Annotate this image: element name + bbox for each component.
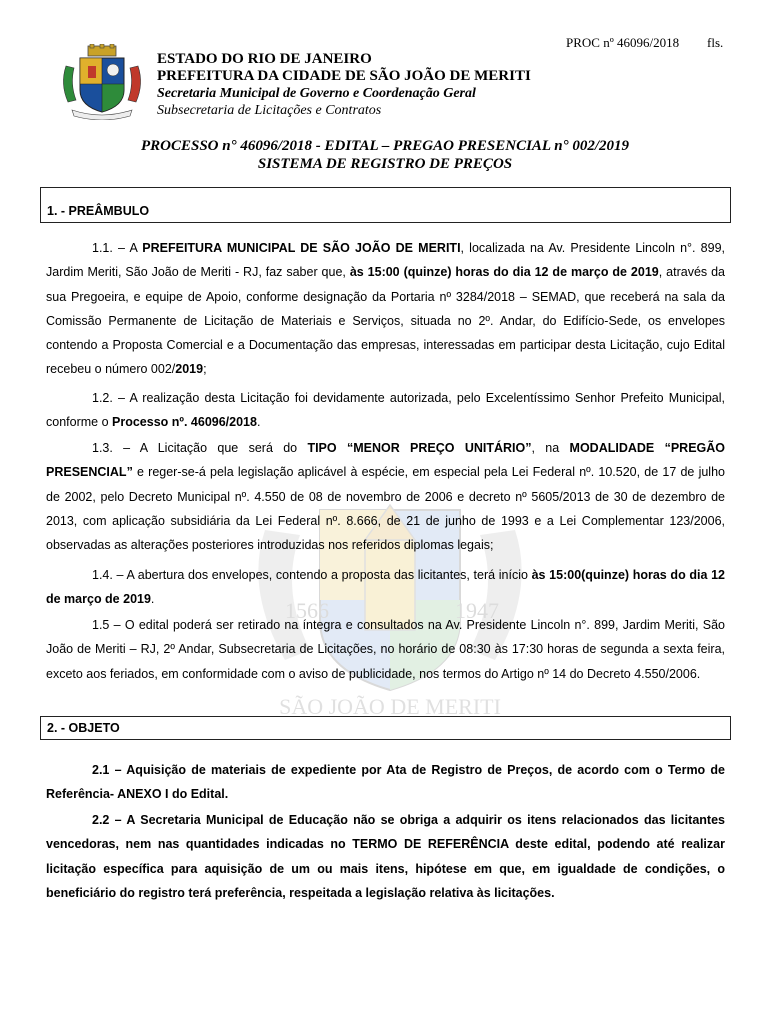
- process-reference: PROC nº 46096/2018: [566, 35, 680, 50]
- watermark-city-text: SÃO JOÃO DE MERITI: [279, 694, 501, 719]
- document-title: [0, 137, 770, 173]
- paragraph-1-3: [46, 436, 725, 557]
- p11-year: 2019: [175, 362, 204, 377]
- section-objeto-heading: [40, 716, 731, 740]
- section-preambulo-title: 1. - PREÂMBULO: [47, 204, 150, 218]
- paragraph-2-2: [46, 808, 725, 905]
- letterhead: [157, 51, 531, 119]
- title-line-1: PROCESSO n° 46096/2018 - EDITAL – PREGAO PRESENCIAL n° 002/2019: [140, 138, 630, 154]
- p11-city-hall: PREFEITURA MUNICIPAL DE SÃO JOÃO DE MERITI: [142, 241, 461, 255]
- p11-text-d: , através da sua Pregoeira, e equipe de Apoio, conforme designação da Portaria nº 3284/2018 – SEMAD, que receberá na sala da Comissão Permanente de Licitação de Materiais e Serviços, situada no 2º. Andar, do Edifício-Sede, os envelopes contendo a Proposta Comercial e a Documentação das empresas, interessadas em participar desta Licitação, cujo Edital recebeu o número 002/: [46, 265, 725, 377]
- secretariat-name: Secretaria Municipal de Governo e Coordenação Geral: [157, 86, 476, 101]
- subsecretariat-name: Subsecretaria de Licitações e Contratos: [157, 103, 382, 118]
- p12-text-a: 1.2. – A realização desta Licitação foi devidamente autorizada, pelo Excelentíssimo Senhor Prefeito Municipal, conforme o: [46, 391, 725, 430]
- p13-type: TIPO “MENOR PREÇO UNITÁRIO”: [307, 441, 532, 455]
- p14-text-a: 1.4. – A abertura dos envelopes, contendo a proposta das licitantes, terá início: [92, 568, 532, 582]
- paragraph-1-1: [46, 236, 725, 382]
- p22-text-a: 2.2 – A Secretaria Municipal de Educação não se obriga a adquirir os itens relacionados das licitantes vencedoras, nem nas quantidades indicadas no: [46, 813, 725, 852]
- state-name: ESTADO DO RIO DE JANEIRO: [157, 51, 372, 67]
- paragraph-2-1: 2.1 – Aquisição de materiais de expediente por Ata de Registro de Preços, de acordo com o Termo de Referência- ANEXO I do Edital.: [46, 763, 725, 802]
- title-line-2: SISTEMA DE REGISTRO DE PREÇOS: [257, 156, 513, 172]
- p13-modality: MODALIDADE “PREGÃO PRESENCIAL”: [46, 441, 725, 480]
- p12-process-number: Processo nº. 46096/2018: [112, 415, 257, 430]
- section-objeto-title: 2. - OBJETO: [47, 721, 120, 735]
- p13-text-c: , na: [531, 441, 570, 455]
- paragraph-1-5: 1.5 – O edital poderá ser retirado na íntegra e consultados na Av. Presidente Lincoln n°. 899, Jardim Meriti, São João de Meriti – RJ, 2º Andar, Subsecretaria de Licitações, no horário de 08:30 às 17:30 horas de segunda a sexta feira, exceto aos feriados, em conformidade com o aviso de publicidade, nos termos do Artigo nº 14 do Decreto 4.550/2006.: [46, 618, 725, 681]
- p14-date-time: às 15:00(quinze) horas do dia 12 de março de 2019: [46, 568, 725, 607]
- paragraph-1-4: [46, 563, 725, 612]
- watermark-year-right: 1947: [455, 598, 499, 623]
- p11-date-time: às 15:00 (quinze) horas do dia 12 de março de 2019: [349, 265, 659, 280]
- p22-termo-referencia: TERMO DE REFERÊNCIA: [352, 837, 509, 852]
- p13-text-a: 1.3. – A Licitação que será do: [92, 441, 308, 455]
- p11-text-a: 1.1. – A: [92, 241, 143, 255]
- p12-text-c: .: [256, 415, 261, 430]
- p13-text-d: e reger-se-á pela legislação aplicável à espécie, em especial pela Lei Federal nº. 10.520, de 17 de julho de 2002, pelo Decreto Municipal nº. 4.550 de 08 de novembro de 2006 e decreto nº 5605/2013 de 30 de dezembro de 2013, com aplicação subsidiária da Lei Federal nº. 8.666, de 21 de junho de 1993 e a Lei Complementar 123/2006, observadas as alterações posteriores introduzidas nos referidos diplomas legais;: [46, 465, 725, 553]
- p11-text-e: ;: [203, 362, 207, 377]
- p22-text-c: deste edital, podendo até realizar licitação específica para aquisição de um ou mais itens, hipótese em que, em igualdade de condições, o beneficiário do registro terá preferência, respeitada a legislação relativa às licitações.: [46, 837, 725, 900]
- paragraph-1-2: [46, 386, 725, 435]
- watermark-year-left: 1566: [285, 598, 329, 623]
- municipal-crest-icon: [58, 44, 146, 120]
- p11-text-c: , localizada na Av. Presidente Lincoln n°. 899, Jardim Meriti, São João de Meriti - RJ, faz saber que,: [46, 241, 726, 280]
- p14-text-c: .: [150, 592, 155, 607]
- section-preambulo-heading: [40, 187, 731, 223]
- folio-label: fls.: [707, 35, 724, 50]
- city-hall-name: PREFEITURA DA CIDADE DE SÃO JOÃO DE MERITI: [157, 68, 531, 84]
